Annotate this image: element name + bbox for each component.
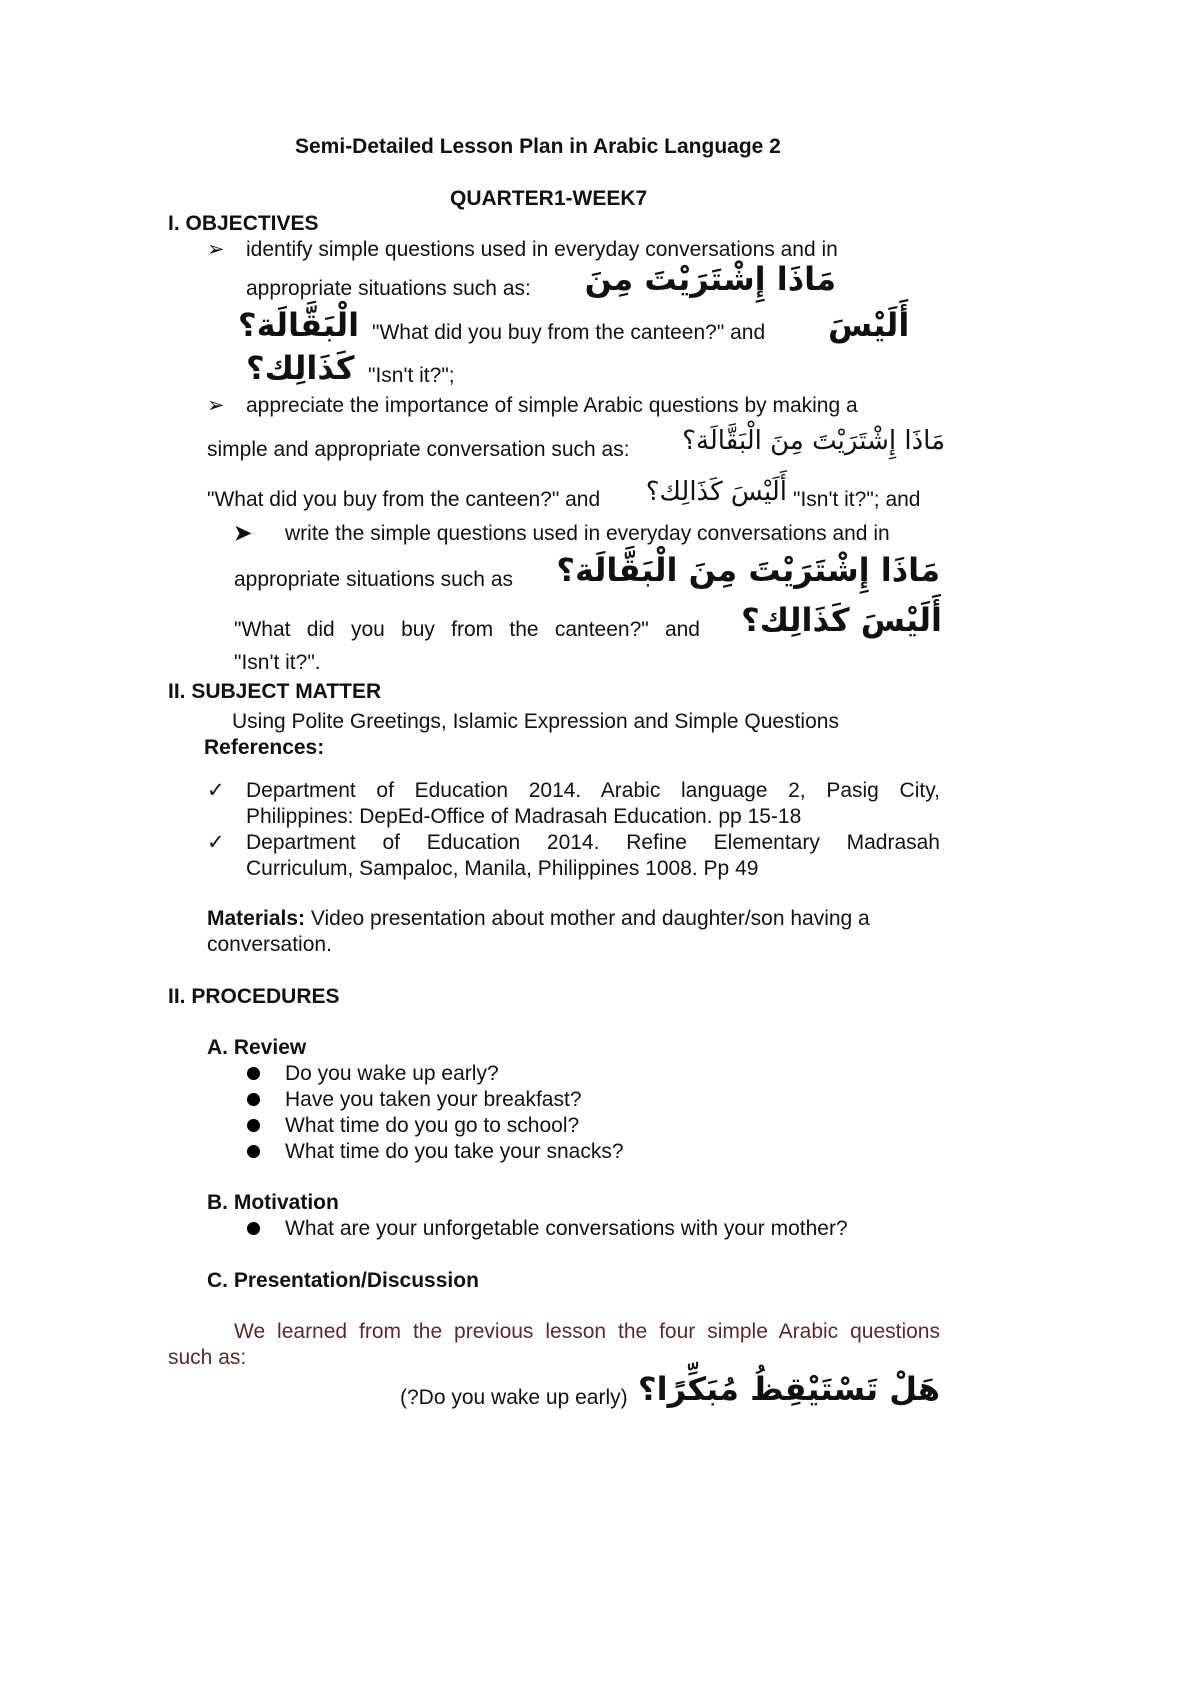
presentation-text-2: such as:	[168, 1346, 247, 1369]
arrow-bullet-icon: ➢	[207, 394, 225, 417]
objective-1-line2: appropriate situations such as:	[246, 277, 531, 300]
arabic-question: أَلَيْسَ كَذَالِك؟	[741, 601, 942, 639]
review-heading: A. Review	[207, 1036, 307, 1059]
materials	[207, 906, 870, 932]
objective-2-line1: appreciate the importance of simple Arabic questions by making a	[246, 394, 858, 417]
bullet-icon	[247, 1119, 260, 1132]
materials-label: Materials:	[207, 907, 306, 930]
motivation-heading: B. Motivation	[207, 1191, 339, 1214]
objectives-heading: I. OBJECTIVES	[168, 212, 319, 235]
reference-2-line2: Curriculum, Sampaloc, Manila, Philippines 1008. Pp 49	[246, 857, 759, 880]
presentation-text: We learned from the previous lesson the four simple Arabic questions	[234, 1320, 940, 1343]
objective-2-line2: simple and appropriate conversation such as:	[207, 438, 630, 461]
objective-2-translation-2: "Isn't it?"; and	[793, 488, 921, 511]
arabic-question: كَذَالِك؟	[246, 349, 355, 387]
reference-1-line1: Department of Education 2014. Arabic language 2, Pasig City,	[246, 779, 940, 802]
bullet-icon	[247, 1222, 260, 1235]
check-icon: ✓	[207, 831, 225, 854]
bullet-icon	[247, 1067, 260, 1080]
arabic-question: هَلْ تَسْتَيْقِظُ مُبَكِّرًا؟	[638, 1370, 940, 1408]
subject-matter-heading: II. SUBJECT MATTER	[168, 680, 382, 703]
review-item: What time do you go to school?	[285, 1114, 580, 1137]
motivation-item: What are your unforgetable conversations with your mother?	[285, 1217, 848, 1240]
arabic-question: أَلَيْسَ كَذَالِك؟	[645, 477, 787, 507]
reference-1-line2: Philippines: DepEd-Office of Madrasah Education. pp 15-18	[246, 805, 802, 828]
objective-1-translation-2: "Isn't it?";	[368, 364, 455, 387]
references-label: References:	[204, 736, 325, 759]
objective-1-line1: identify simple questions used in everyday conversations and in	[246, 238, 838, 261]
arabic-question: مَاذَا إِشْتَرَيْتَ مِنَ الْبَقَّالَة؟	[682, 426, 945, 456]
bullet-icon	[247, 1145, 260, 1158]
review-item: What time do you take your snacks?	[285, 1140, 624, 1163]
objective-3-translation: "What did you buy from the canteen?" and	[234, 618, 700, 641]
arabic-question: أَلَيْسَ	[828, 306, 910, 344]
procedures-heading: II. PROCEDURES	[168, 985, 340, 1008]
review-item: Have you taken your breakfast?	[285, 1088, 582, 1111]
objective-1-translation: "What did you buy from the canteen?" and	[372, 321, 766, 344]
arabic-question: مَاذَا إِشْتَرَيْتَ مِنَ	[584, 260, 836, 298]
page-title: Semi-Detailed Lesson Plan in Arabic Language 2	[295, 135, 781, 158]
review-item: Do you wake up early?	[285, 1062, 499, 1085]
objective-3-line2: appropriate situations such as	[234, 568, 513, 591]
presentation-heading: C. Presentation/Discussion	[207, 1269, 479, 1292]
quarter-label: QUARTER1-WEEK7	[450, 187, 648, 210]
arrow-bullet-icon: ➤	[234, 522, 252, 545]
objective-3-translation-2: "Isn't it?".	[234, 651, 321, 674]
bullet-icon	[247, 1093, 260, 1106]
question-translation: (?Do you wake up early)	[400, 1386, 628, 1409]
check-icon: ✓	[207, 779, 225, 802]
reference-2-line1: Department of Education 2014. Refine Elementary Madrasah	[246, 831, 940, 854]
materials-text-2: conversation.	[207, 933, 332, 956]
objective-3-line1: write the simple questions used in everyday conversations and in	[285, 522, 890, 545]
arrow-bullet-icon: ➢	[207, 238, 225, 261]
arabic-question: مَاذَا إِشْتَرَيْتَ مِنَ الْبَقَّالَة؟	[556, 551, 940, 589]
arabic-question: الْبَقَّالَة؟	[238, 306, 360, 344]
materials-text: Video presentation about mother and daughter/son having a	[305, 907, 870, 930]
subject-topic: Using Polite Greetings, Islamic Expression and Simple Questions	[232, 710, 839, 733]
objective-2-translation: "What did you buy from the canteen?" and	[207, 488, 601, 511]
